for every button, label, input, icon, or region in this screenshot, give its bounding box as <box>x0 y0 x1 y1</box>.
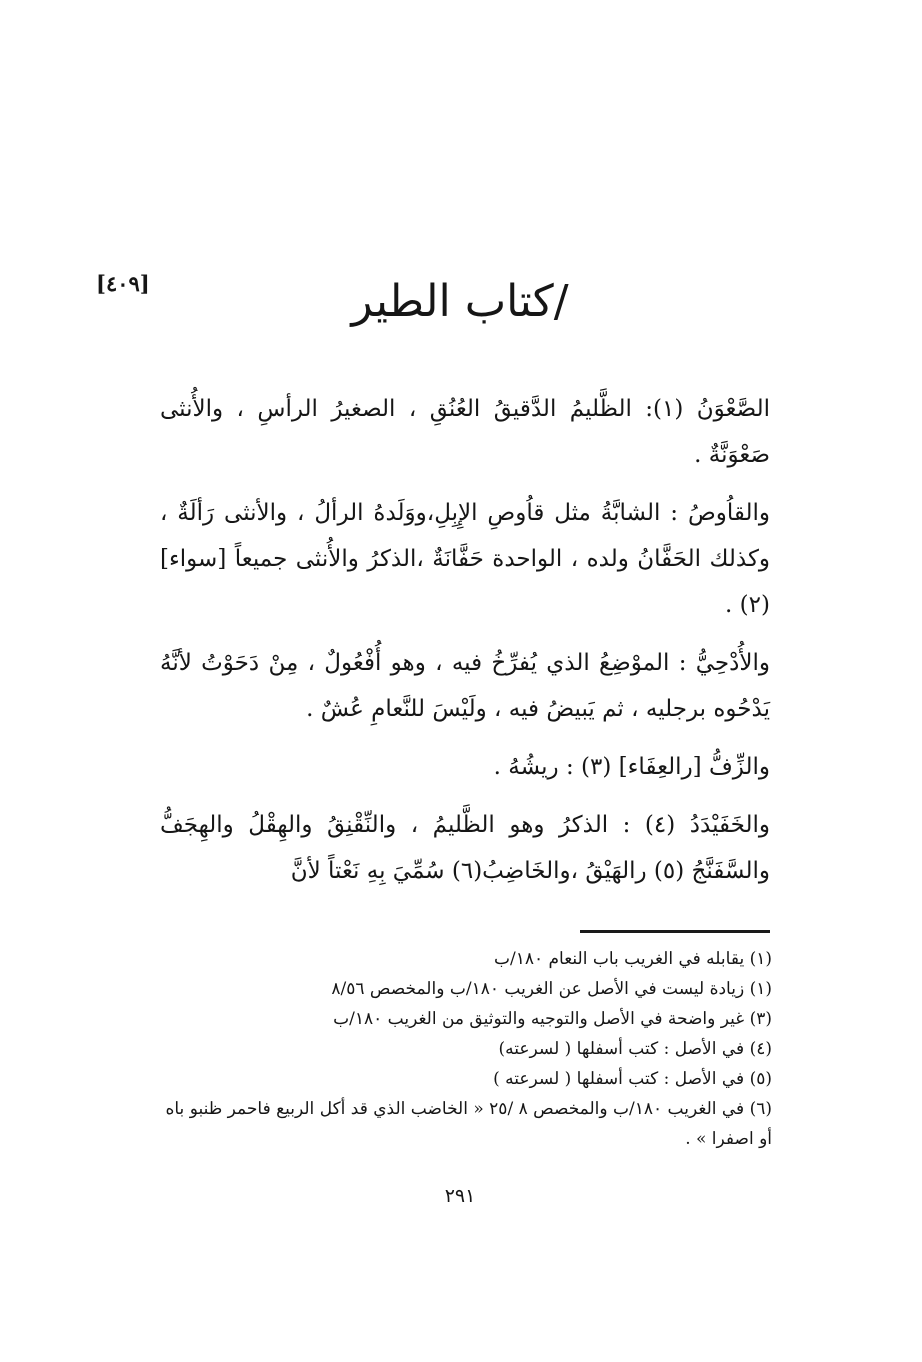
footnote: (١) يقابله في الغريب باب النعام ١٨٠/ب <box>493 949 772 969</box>
paragraph: والأُدْحِيُّ : الموْضِعُ الذي يُفرِّخُ فيه ، وهو أُفْعُولٌ ، مِنْ دَحَوْتُ لأنَّهُ يَدْحُوه برجليه ، ثم يَبيضُ فيه ، ولَيْسَ للنَّعامِ عُشٌ . <box>160 650 770 722</box>
footnote-divider <box>580 930 770 933</box>
footnote: (١) زيادة ليست في الأصل عن الغريب ١٨٠/ب والمخصص ٨/٥٦ <box>331 979 772 999</box>
footnotes <box>150 944 772 1154</box>
footnote: (٦) في الغريب ١٨٠/ب والمخصص ٨ /٢٥ « الخاضب الذي قد أكل الربيع فاحمر ظنبو باه أو اصفرا » . <box>165 1099 772 1149</box>
page-number: ٢٩١ <box>444 1185 476 1207</box>
paragraph: والزِّفُّ [رالعِفَاء] (٣) : ريشُهُ . <box>493 754 770 780</box>
footnote: (٥) في الأصل : كتب أسفلها ( لسرعته ) <box>493 1069 772 1089</box>
paragraph: والخَفَيْدَدُ (٤) : الذكرُ وهو الظَّليمُ ، والنِّقْنِقُ والهِقْلُ والهِجَفُّ والسَّفَنَّجُ (٥) رالهَيْقُ ،والخَاضِبُ(٦) سُمِّيَ بِهِ نَعْتاً لأنَّ <box>160 812 770 884</box>
footnote: (٣) غير واضحة في الأصل والتوجيه والتوثيق من الغريب ١٨٠/ب <box>333 1009 772 1029</box>
page-reference: [٤٠٩] <box>96 271 150 296</box>
paragraph: والقاُوصُ : الشابَّةُ مثل قاُوصِ الإِبِلِ،ووَلَدهُ الرألُ ، والأنثى رَألَةٌ ، وكذلك الحَفَّانُ ولده ، الواحدة حَفَّانَةٌ ،الذكرُ والأُنثى جميعاً [سواء] (٢) . <box>160 500 770 618</box>
footnote: (٤) في الأصل : كتب أسفلها ( لسرعته) <box>498 1039 772 1059</box>
main-text <box>160 386 770 906</box>
paragraph: الصَّعْوَنُ (١): الظَّليمُ الدَّقيقُ العُنُقِ ، الصغيرُ الرأسِ ، والأُنثى صَعْوَنَّةٌ . <box>160 396 770 468</box>
chapter-title: /كتاب الطير <box>351 276 569 327</box>
